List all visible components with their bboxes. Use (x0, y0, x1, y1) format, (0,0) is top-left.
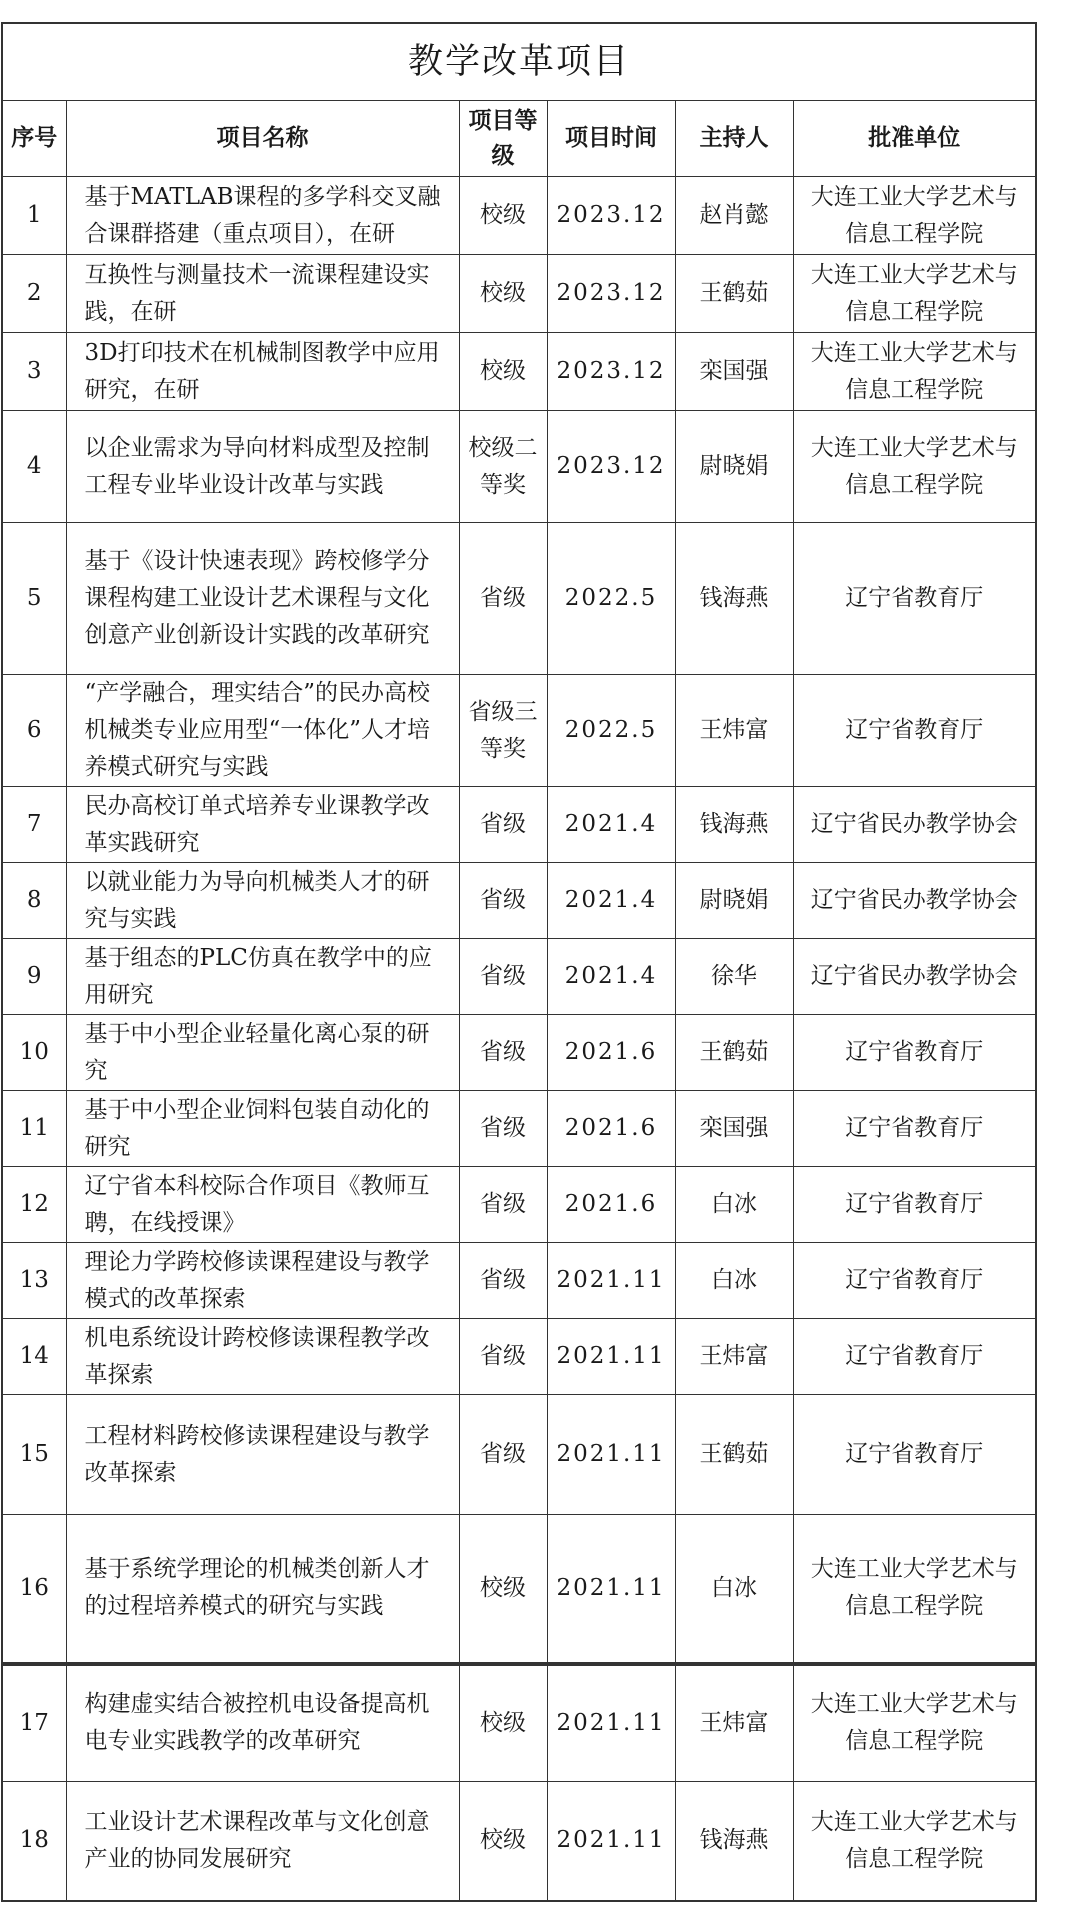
row-date: 2023.12 (547, 333, 675, 411)
row-unit: 大连工业大学艺术与信息工程学院 (793, 1781, 1036, 1901)
row-host: 王鹤茹 (675, 1015, 793, 1091)
row-name: 基于MATLAB课程的多学科交叉融合课群搭建（重点项目），在研 (66, 177, 459, 255)
header-no: 序号 (2, 101, 66, 177)
row-host: 尉晓娟 (675, 863, 793, 939)
row-no: 1 (2, 177, 66, 255)
row-name: 基于组态的PLC仿真在教学中的应用研究 (66, 939, 459, 1015)
row-date: 2023.12 (547, 411, 675, 523)
row-name: 互换性与测量技术一流课程建设实践，在研 (66, 255, 459, 333)
table-row (2, 675, 1036, 787)
row-level: 校级 (459, 1665, 547, 1781)
row-date: 2021.6 (547, 1091, 675, 1167)
row-level: 省级 (459, 939, 547, 1015)
row-date: 2023.12 (547, 177, 675, 255)
row-host: 白冰 (675, 1167, 793, 1243)
row-level: 省级 (459, 523, 547, 675)
reform-projects-table-continued (1, 1664, 1037, 1902)
row-no: 18 (2, 1781, 66, 1901)
row-unit: 大连工业大学艺术与信息工程学院 (793, 255, 1036, 333)
row-host: 钱海燕 (675, 1781, 793, 1901)
row-level: 省级 (459, 1091, 547, 1167)
row-name: “产学融合，理实结合”的民办高校机械类专业应用型“一体化”人才培养模式研究与实践 (66, 675, 459, 787)
row-unit: 大连工业大学艺术与信息工程学院 (793, 177, 1036, 255)
row-date: 2021.11 (547, 1243, 675, 1319)
table-row (2, 1243, 1036, 1319)
row-name: 基于系统学理论的机械类创新人才的过程培养模式的研究与实践 (66, 1515, 459, 1663)
row-date: 2021.11 (547, 1781, 675, 1901)
table-row (2, 939, 1036, 1015)
row-unit: 辽宁省教育厅 (793, 523, 1036, 675)
table-row (2, 255, 1036, 333)
row-name: 构建虚实结合被控机电设备提高机电专业实践教学的改革研究 (66, 1665, 459, 1781)
row-date: 2021.11 (547, 1319, 675, 1395)
row-unit: 辽宁省教育厅 (793, 1091, 1036, 1167)
header-date: 项目时间 (547, 101, 675, 177)
row-no: 7 (2, 787, 66, 863)
table-row (2, 177, 1036, 255)
row-no: 14 (2, 1319, 66, 1395)
header-name: 项目名称 (66, 101, 459, 177)
row-host: 王炜富 (675, 1319, 793, 1395)
row-level: 省级 (459, 1167, 547, 1243)
row-unit: 辽宁省教育厅 (793, 1319, 1036, 1395)
table-title: 教学改革项目 (2, 23, 1036, 101)
row-level: 校级 (459, 333, 547, 411)
row-no: 12 (2, 1167, 66, 1243)
row-host: 钱海燕 (675, 523, 793, 675)
row-date: 2021.4 (547, 787, 675, 863)
table-row (2, 1395, 1036, 1515)
row-name: 基于中小型企业轻量化离心泵的研究 (66, 1015, 459, 1091)
row-no: 8 (2, 863, 66, 939)
row-level: 校级 (459, 1781, 547, 1901)
row-level: 省级三等奖 (459, 675, 547, 787)
table-row (2, 523, 1036, 675)
row-no: 10 (2, 1015, 66, 1091)
row-no: 2 (2, 255, 66, 333)
row-name: 基于中小型企业饲料包装自动化的研究 (66, 1091, 459, 1167)
header-unit: 批准单位 (793, 101, 1036, 177)
row-host: 钱海燕 (675, 787, 793, 863)
row-no: 13 (2, 1243, 66, 1319)
header-level: 项目等级 (459, 101, 547, 177)
row-name: 机电系统设计跨校修读课程教学改革探索 (66, 1319, 459, 1395)
row-date: 2023.12 (547, 255, 675, 333)
row-date: 2021.4 (547, 863, 675, 939)
table-row (2, 863, 1036, 939)
row-level: 省级 (459, 1243, 547, 1319)
row-no: 5 (2, 523, 66, 675)
row-date: 2021.6 (547, 1015, 675, 1091)
row-date: 2021.11 (547, 1395, 675, 1515)
row-level: 省级 (459, 863, 547, 939)
row-host: 王炜富 (675, 675, 793, 787)
row-name: 民办高校订单式培养专业课教学改革实践研究 (66, 787, 459, 863)
table-row (2, 1015, 1036, 1091)
row-unit: 辽宁省民办教学协会 (793, 863, 1036, 939)
row-unit: 辽宁省民办教学协会 (793, 939, 1036, 1015)
row-level: 校级 (459, 255, 547, 333)
row-no: 16 (2, 1515, 66, 1663)
row-date: 2022.5 (547, 675, 675, 787)
row-unit: 大连工业大学艺术与信息工程学院 (793, 1665, 1036, 1781)
table-row (2, 1515, 1036, 1663)
table-row (2, 333, 1036, 411)
row-host: 王鹤茹 (675, 255, 793, 333)
row-date: 2021.6 (547, 1167, 675, 1243)
row-host: 赵肖懿 (675, 177, 793, 255)
table-row (2, 1167, 1036, 1243)
row-no: 17 (2, 1665, 66, 1781)
table-row (2, 1781, 1036, 1901)
row-no: 9 (2, 939, 66, 1015)
table-row (2, 787, 1036, 863)
row-date: 2021.4 (547, 939, 675, 1015)
row-name: 工业设计艺术课程改革与文化创意产业的协同发展研究 (66, 1781, 459, 1901)
row-no: 4 (2, 411, 66, 523)
row-host: 王炜富 (675, 1665, 793, 1781)
row-unit: 辽宁省教育厅 (793, 675, 1036, 787)
table-row (2, 1091, 1036, 1167)
row-host: 王鹤茹 (675, 1395, 793, 1515)
row-level: 省级 (459, 787, 547, 863)
row-unit: 大连工业大学艺术与信息工程学院 (793, 333, 1036, 411)
row-date: 2021.11 (547, 1665, 675, 1781)
row-name: 以就业能力为导向机械类人才的研究与实践 (66, 863, 459, 939)
row-host: 栾国强 (675, 333, 793, 411)
row-no: 3 (2, 333, 66, 411)
table-row (2, 1319, 1036, 1395)
row-unit: 辽宁省教育厅 (793, 1243, 1036, 1319)
row-name: 3D打印技术在机械制图教学中应用研究，在研 (66, 333, 459, 411)
row-unit: 大连工业大学艺术与信息工程学院 (793, 1515, 1036, 1663)
row-date: 2021.11 (547, 1515, 675, 1663)
row-name: 以企业需求为导向材料成型及控制工程专业毕业设计改革与实践 (66, 411, 459, 523)
row-host: 尉晓娟 (675, 411, 793, 523)
row-level: 校级 (459, 177, 547, 255)
row-unit: 辽宁省民办教学协会 (793, 787, 1036, 863)
row-unit: 辽宁省教育厅 (793, 1167, 1036, 1243)
row-host: 白冰 (675, 1243, 793, 1319)
row-no: 6 (2, 675, 66, 787)
row-host: 徐华 (675, 939, 793, 1015)
row-level: 省级 (459, 1015, 547, 1091)
row-no: 11 (2, 1091, 66, 1167)
header-host: 主持人 (675, 101, 793, 177)
row-no: 15 (2, 1395, 66, 1515)
row-unit: 辽宁省教育厅 (793, 1015, 1036, 1091)
reform-projects-table (1, 22, 1037, 1664)
row-level: 省级 (459, 1319, 547, 1395)
row-level: 校级 (459, 1515, 547, 1663)
row-date: 2022.5 (547, 523, 675, 675)
row-level: 省级 (459, 1395, 547, 1515)
table-row (2, 411, 1036, 523)
table-row (2, 1665, 1036, 1781)
row-name: 基于《设计快速表现》跨校修学分课程构建工业设计艺术课程与文化创意产业创新设计实践的改革研究 (66, 523, 459, 675)
row-name: 工程材料跨校修读课程建设与教学改革探索 (66, 1395, 459, 1515)
row-name: 辽宁省本科校际合作项目《教师互聘，在线授课》 (66, 1167, 459, 1243)
row-name: 理论力学跨校修读课程建设与教学模式的改革探索 (66, 1243, 459, 1319)
row-unit: 辽宁省教育厅 (793, 1395, 1036, 1515)
row-host: 栾国强 (675, 1091, 793, 1167)
row-unit: 大连工业大学艺术与信息工程学院 (793, 411, 1036, 523)
row-host: 白冰 (675, 1515, 793, 1663)
row-level: 校级二等奖 (459, 411, 547, 523)
